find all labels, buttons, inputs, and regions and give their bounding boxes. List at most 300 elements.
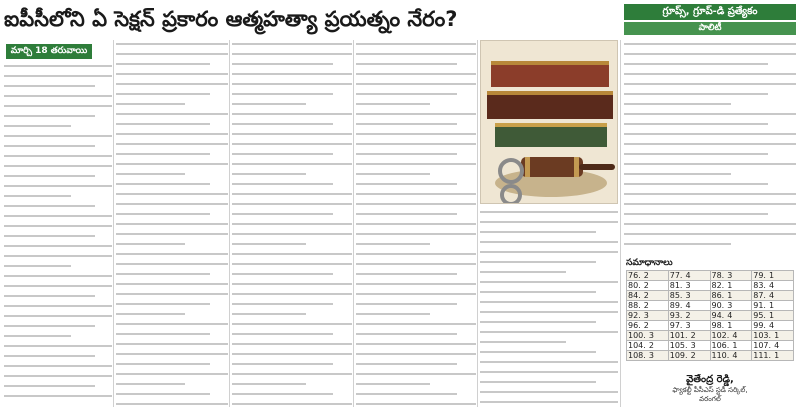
answer-cell [752,271,794,281]
text-line [116,210,210,217]
question-column-2 [116,40,228,407]
text-line [232,290,352,297]
text-line [480,318,596,325]
text-line [624,140,796,147]
answer-cell [752,351,794,361]
answer-option: 3 [727,301,733,310]
text-line [232,250,352,257]
text-line [232,190,352,197]
text-line [232,260,352,267]
answer-cell [710,271,752,281]
text-line [116,320,228,327]
answer-option: 3 [685,291,691,300]
text-line [4,222,112,229]
answer-cell [752,281,794,291]
series-tag: గ్రూప్స్, గ్రూప్-డి ప్రత్యేకం [624,4,796,20]
text-line [232,200,352,207]
answer-question-number: 105. [669,341,688,350]
subject-tag: పాలిటీ [624,22,796,35]
text-line [480,208,618,215]
text-line [116,80,228,87]
text-line [480,308,618,315]
text-line [4,232,95,239]
text-line [116,220,228,227]
text-line [624,80,796,87]
text-line [116,190,228,197]
answer-question-number: 107. [753,341,772,350]
text-line [4,142,95,149]
text-line [624,170,731,177]
text-line [480,238,618,245]
answer-question-number: 98. [711,321,725,330]
answer-cell [668,311,710,321]
text-line [480,398,618,405]
text-line [116,370,228,377]
answer-question-number: 101. [669,331,688,340]
answer-question-number: 86. [711,291,725,300]
text-line [116,70,228,77]
text-line [116,300,210,307]
answer-cell [668,341,710,351]
answer-option: 3 [648,351,654,360]
text-line [232,220,352,227]
text-line [356,380,430,387]
text-line [624,60,768,67]
answer-cell [752,291,794,301]
text-line [624,90,768,97]
text-line [116,280,228,287]
author-role: ఫ్యాకల్టీ పీసీఎస్ స్టడీ సర్కిల్, [672,386,748,394]
text-line [4,192,71,199]
column-divider [229,40,230,407]
answer-row [627,291,794,301]
text-line [4,162,112,169]
text-line [480,298,618,305]
answer-row [627,281,794,291]
answer-cell [710,301,752,311]
answer-cell [668,331,710,341]
text-line [624,70,796,77]
answer-cell [627,281,669,291]
answer-question-number: 85. [669,291,683,300]
text-line [624,130,796,137]
answer-row [627,311,794,321]
text-line [480,378,596,385]
text-line [232,310,306,317]
answer-option: 4 [727,311,733,320]
text-line [232,90,333,97]
text-line [624,110,796,117]
answer-option: 4 [774,341,780,350]
text-line [4,322,95,329]
answer-question-number: 80. [628,281,641,290]
text-line [624,100,731,107]
answer-option: 2 [643,301,649,310]
answer-question-number: 78. [711,271,725,280]
answer-question-number: 83. [753,281,766,290]
text-line [480,258,596,265]
text-line [232,180,333,187]
text-line [116,200,228,207]
text-line [4,332,71,339]
text-line [4,342,112,349]
answer-option: 3 [648,331,654,340]
answer-cell [752,301,794,311]
text-line [4,392,112,399]
text-line [232,40,352,47]
text-line [4,132,112,139]
text-line [116,290,228,297]
text-line [356,280,476,287]
text-line [624,180,768,187]
answer-option: 1 [774,351,780,360]
answer-row [627,331,794,341]
answer-option: 3 [643,311,649,320]
answer-cell [627,291,669,301]
text-line [624,230,796,237]
text-line [356,340,476,347]
answers-heading: సమాధానాలు [626,258,673,268]
author-name: వైతేంద్ర రెడ్డి, [686,374,734,385]
answer-cell [752,321,794,331]
text-line [116,110,228,117]
text-line [356,130,476,137]
text-line [356,250,476,257]
text-line [116,160,228,167]
column-divider [620,40,621,407]
text-line [356,240,430,247]
text-line [4,122,71,129]
answer-cell [627,321,669,331]
answer-cell [668,291,710,301]
text-line [232,360,333,367]
text-line [624,210,768,217]
answer-cell [627,311,669,321]
text-line [4,302,112,309]
text-line [4,282,112,289]
text-line [480,338,566,345]
answer-question-number: 108. [628,351,646,360]
answer-question-number: 87. [753,291,766,300]
text-line [116,40,228,47]
answer-option: 2 [690,331,696,340]
text-line [116,60,210,67]
text-line [232,390,333,397]
text-line [480,228,596,235]
text-line [4,252,112,259]
answer-question-number: 99. [753,321,766,330]
answer-option: 4 [768,291,775,300]
text-line [480,248,618,255]
text-line [356,80,476,87]
text-line [624,150,768,157]
text-line [624,160,796,167]
text-line [116,250,228,257]
answer-question-number: 94. [711,311,725,320]
text-line [116,100,185,107]
text-line [4,362,112,369]
text-line [356,50,476,57]
text-line [480,218,618,225]
answer-cell [668,271,710,281]
text-line [116,120,210,127]
text-line [116,400,228,407]
question-column-6 [624,40,796,252]
text-line [116,380,185,387]
answer-row [627,341,794,351]
text-line [356,220,476,227]
text-line [356,40,476,47]
text-line [4,172,95,179]
text-line [4,352,95,359]
answer-question-number: 88. [628,301,641,310]
text-line [116,50,228,57]
text-line [232,300,333,307]
answer-option: 4 [732,331,738,340]
text-line [232,350,352,357]
answer-question-number: 76. [628,271,641,280]
text-line [232,60,333,67]
text-line [356,120,457,127]
answer-question-number: 79. [753,271,766,280]
answer-row [627,301,794,311]
text-line [356,310,430,317]
answer-cell [627,341,669,351]
text-line [232,130,352,137]
answer-question-number: 91. [753,301,766,310]
text-line [232,280,352,287]
answer-cell [710,291,752,301]
answer-question-number: 100. [628,331,646,340]
answer-question-number: 106. [711,341,730,350]
answer-option: 3 [727,271,733,280]
answer-option: 4 [768,321,775,330]
answer-cell [710,311,752,321]
text-line [624,220,796,227]
text-line [232,140,352,147]
text-line [4,82,95,89]
question-column-1 [4,62,112,407]
text-line [4,272,112,279]
answer-question-number: 111. [753,351,772,360]
text-line [232,100,306,107]
text-line [356,400,476,407]
answer-option: 1 [768,311,775,320]
text-line [232,230,352,237]
answer-cell [752,341,794,351]
answer-cell [668,301,710,311]
text-line [624,50,796,57]
text-line [4,372,112,379]
text-line [116,330,210,337]
answer-cell [627,351,669,361]
answer-option: 1 [727,321,733,330]
text-line [356,90,457,97]
answer-option: 1 [732,341,738,350]
text-line [116,310,185,317]
text-line [116,260,228,267]
text-line [356,180,457,187]
text-line [624,240,731,247]
column-divider [353,40,354,407]
text-line [116,360,210,367]
text-line [624,40,796,47]
answer-question-number: 109. [669,351,688,360]
text-line [116,340,228,347]
text-line [232,270,333,277]
text-line [116,130,228,137]
answer-option: 4 [768,281,775,290]
text-line [4,102,112,109]
answer-question-number: 96. [628,321,641,330]
text-line [356,290,476,297]
answer-row [627,271,794,281]
text-line [480,348,596,355]
answer-option: 2 [643,291,649,300]
text-line [624,120,768,127]
text-line [624,200,796,207]
text-line [4,312,112,319]
text-line [480,358,618,365]
text-line [232,70,352,77]
text-line [232,330,333,337]
answer-cell [627,301,669,311]
date-tag: మార్చి 18 తరువాయి [6,44,92,59]
text-line [232,120,333,127]
text-line [232,340,352,347]
answer-row [627,321,794,331]
text-line [232,170,306,177]
text-line [356,370,476,377]
answer-question-number: 81. [669,281,683,290]
author-place: వరంగల్ [699,395,721,403]
answer-cell [710,351,752,361]
answer-question-number: 89. [669,301,683,310]
answer-question-number: 103. [753,331,772,340]
column-divider [113,40,114,407]
answer-cell [627,331,669,341]
answer-question-number: 93. [669,311,683,320]
answer-option: 1 [774,331,780,340]
text-line [232,210,333,217]
answer-option: 2 [690,351,696,360]
answer-cell [668,281,710,291]
answer-cell [710,281,752,291]
author-byline [626,374,794,408]
answer-question-number: 84. [628,291,641,300]
answer-cell [710,321,752,331]
text-line [480,368,618,375]
text-line [116,230,228,237]
text-line [356,140,476,147]
answer-option: 2 [685,311,691,320]
question-column-3 [232,40,352,407]
text-line [356,60,457,67]
answer-cell [710,331,752,341]
answer-option: 2 [643,271,649,280]
text-line [232,320,352,327]
answer-cell [710,341,752,351]
answer-option: 2 [643,321,649,330]
answer-option: 1 [768,271,775,280]
answer-option: 4 [732,351,738,360]
gavel-books-illustration [481,41,618,204]
column-divider [477,40,478,407]
text-line [480,268,566,275]
answer-option: 3 [690,341,696,350]
text-line [116,170,185,177]
text-line [116,350,228,357]
answer-option: 2 [648,341,654,350]
text-line [232,400,352,407]
text-line [116,90,210,97]
answer-cell [627,271,669,281]
text-line [356,260,476,267]
text-line [356,210,457,217]
text-line [4,382,95,389]
text-line [116,140,228,147]
text-line [356,320,476,327]
question-column-5 [480,208,618,407]
text-line [356,270,457,277]
text-line [232,50,352,57]
answer-question-number: 104. [628,341,646,350]
text-line [356,390,457,397]
text-line [356,200,476,207]
text-line [116,270,210,277]
text-line [480,328,618,335]
text-line [356,70,476,77]
answer-option: 4 [685,301,691,310]
text-line [356,160,476,167]
answer-question-number: 102. [711,331,730,340]
answer-cell [752,331,794,341]
text-line [232,370,352,377]
answer-cell [668,321,710,331]
text-line [232,80,352,87]
text-line [4,112,95,119]
text-line [356,190,476,197]
text-line [232,380,306,387]
answer-option: 1 [727,281,733,290]
text-line [116,150,210,157]
text-line [4,152,112,159]
text-line [4,92,112,99]
text-line [480,388,618,395]
text-line [116,240,185,247]
text-line [356,150,457,157]
answer-key-table [626,270,794,361]
text-line [116,390,210,397]
text-line [4,262,71,269]
answer-question-number: 95. [753,311,766,320]
text-line [356,110,476,117]
answer-question-number: 77. [669,271,683,280]
text-line [232,160,352,167]
answer-question-number: 82. [711,281,725,290]
answer-option: 2 [643,281,649,290]
answer-cell [752,311,794,321]
answer-question-number: 97. [669,321,683,330]
text-line [624,190,796,197]
answer-option: 1 [727,291,733,300]
text-line [356,230,476,237]
text-line [356,330,457,337]
answer-question-number: 90. [711,301,725,310]
text-line [356,350,476,357]
text-line [4,292,95,299]
answer-option: 3 [685,321,691,330]
